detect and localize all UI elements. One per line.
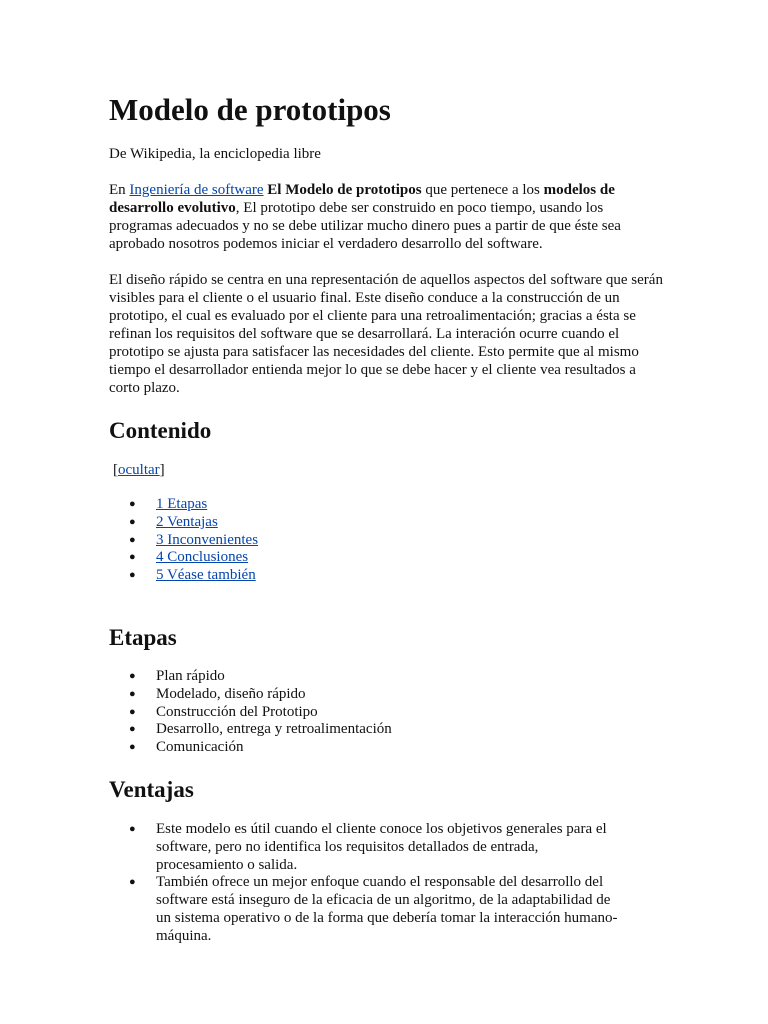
intro-mid: que pertenece a los <box>421 182 544 198</box>
toc-link-conclusiones[interactable]: 4 Conclusiones <box>156 549 249 566</box>
section-heading-etapas: Etapas <box>109 625 177 650</box>
list-item <box>109 874 629 945</box>
list-item-text: Plan rápido <box>156 668 225 684</box>
bullet-icon: ● <box>129 670 136 682</box>
list-item-text: Este modelo es útil cuando el cliente conoce los objetivos generales para el software, pero no identifica los requisitos detallados de entrada, procesamiento o salida. <box>156 821 607 873</box>
list-item <box>109 668 665 686</box>
intro-bold-term: El Modelo de prototipos <box>267 182 422 198</box>
link-ingenieria-software[interactable]: Ingeniería de software <box>129 182 264 198</box>
bullet-icon: ● <box>129 551 136 564</box>
etapas-list <box>109 668 665 757</box>
toc-toggle-bracket-close: ] <box>159 462 165 478</box>
bullet-icon: ● <box>129 533 136 546</box>
toc-item <box>109 567 665 585</box>
toc-toggle <box>113 461 165 479</box>
toc-list <box>109 496 665 585</box>
section-heading-ventajas: Ventajas <box>109 777 194 802</box>
list-item <box>109 821 629 874</box>
intro-paragraph <box>109 181 665 253</box>
list-item-text: También ofrece un mejor enfoque cuando el responsable del desarrollo del software está inseguro de la eficacia de un algoritmo, de la adaptabilidad de un sistema operativo o de la forma que debería tomar la interacción humano-máquina. <box>156 874 618 944</box>
bullet-icon: ● <box>129 723 136 736</box>
list-item-text: Construcción del Prototipo <box>156 703 318 720</box>
bullet-icon: ● <box>129 515 136 528</box>
toc-link-etapas[interactable]: 1 Etapas <box>156 496 208 512</box>
bullet-icon: ● <box>129 705 136 718</box>
list-item <box>109 686 665 704</box>
intro-lead: En <box>109 182 130 198</box>
toc-item <box>109 532 665 550</box>
toc-item <box>109 549 665 567</box>
list-item <box>109 721 665 739</box>
bullet-icon: ● <box>129 823 136 835</box>
intro-rest: , El prototipo debe ser construido en poco tiempo, usando los programas adecuados y no se debe utilizar mucho dinero pues a partir de que éste sea aprobado nosotros podemos iniciar el verdadero desarrollo del software. <box>109 200 621 252</box>
toc-heading: Contenido <box>109 418 212 443</box>
bullet-icon: ● <box>129 498 136 510</box>
toc-link-inconvenientes[interactable]: 3 Inconvenientes <box>156 531 259 548</box>
toc-link-vease-tambien[interactable]: 5 Véase también <box>156 567 256 584</box>
bullet-icon: ● <box>129 876 136 889</box>
bullet-icon: ● <box>129 687 136 700</box>
intro-bold-category: modelos de desarrollo evolutivo <box>109 182 615 216</box>
page-title: Modelo de prototipos <box>109 92 391 127</box>
list-item-text: Modelado, diseño rápido <box>156 685 306 702</box>
article-source: De Wikipedia, la enciclopedia libre <box>109 146 321 162</box>
bullet-icon: ● <box>129 741 136 754</box>
bullet-icon: ● <box>129 569 136 582</box>
list-item-text: Comunicación <box>156 739 244 756</box>
design-paragraph: El diseño rápido se centra en una representación de aquellos aspectos del software que serán visibles para el cliente o el usuario final. Este diseño conduce a la construcción de un prototipo, el cual es evaluado por el cliente para una retroalimentación; gracias a ésta se refinan los requisitos del software que se desarrollará. La interación ocurre cuando el prototipo se ajusta para satisfacer las necesidades del cliente. Esto permite que al mismo tiempo el desarrollador entienda mejor lo que se debe hacer y el cliente vea resultados a corto plazo. <box>109 272 663 396</box>
list-item-text: Desarrollo, entrega y retroalimentación <box>156 721 392 738</box>
list-item <box>109 704 665 722</box>
toc-hide-link[interactable]: ocultar <box>118 462 160 478</box>
toc-link-ventajas[interactable]: 2 Ventajas <box>156 513 218 530</box>
toc-item <box>109 496 665 514</box>
toc-toggle-bracket-open: [ <box>113 462 118 478</box>
ventajas-list <box>109 821 629 946</box>
toc-item <box>109 514 665 532</box>
list-item <box>109 739 665 757</box>
